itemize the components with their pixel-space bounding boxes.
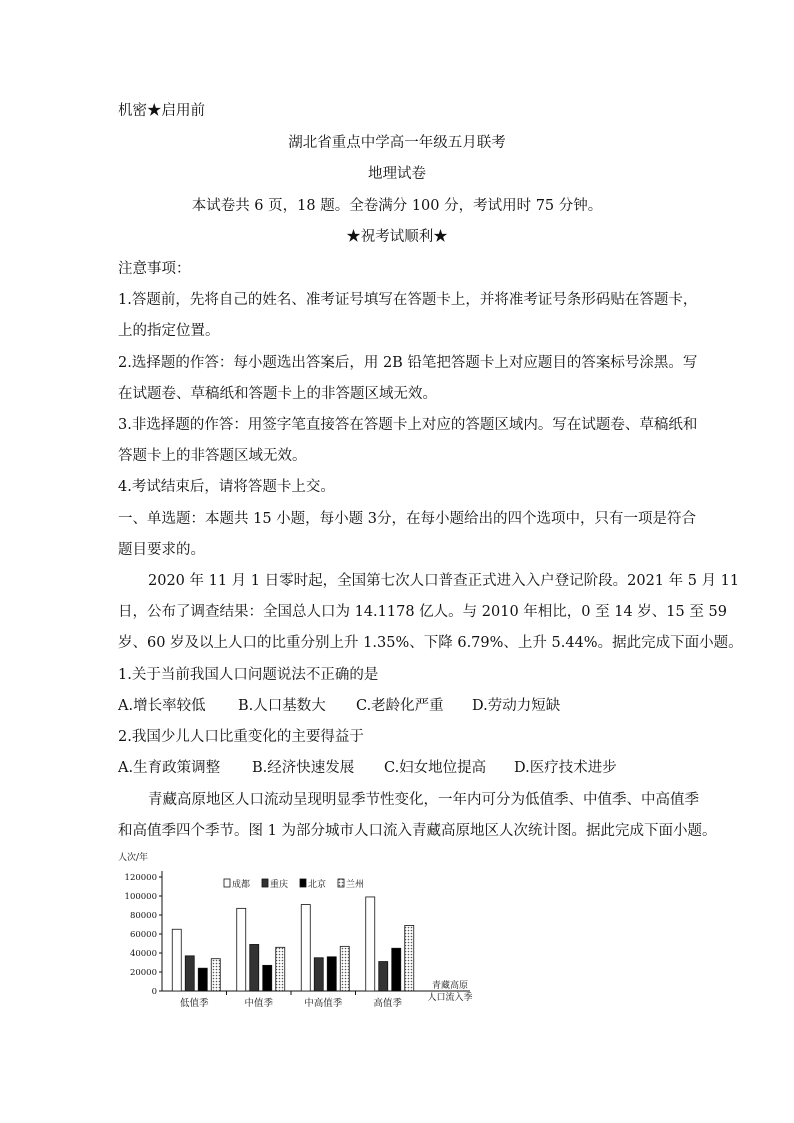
question-stem: 1.关于当前我国人口问题说法不正确的是 — [118, 667, 379, 683]
legend-label: 兰州 — [346, 880, 365, 890]
note-line: 3.非选择题的作答：用签字笔直接答在答题卡上对应的答题区域内。写在试题卷、草稿纸和 — [118, 417, 698, 433]
option-d: D.劳动力短缺 — [472, 698, 561, 714]
y-tick-label: 0 — [151, 987, 157, 997]
exam-title: 湖北省重点中学高一年级五月联考 — [288, 135, 506, 151]
option-d: D.医疗技术进步 — [514, 760, 617, 776]
option-c: C.妇女地位提高 — [384, 760, 487, 776]
bar-成都 — [301, 905, 310, 991]
bar-北京 — [198, 968, 207, 991]
y-axis-label: 人次/年 — [118, 853, 149, 863]
y-tick-label: 80000 — [129, 911, 157, 921]
x-category-label: 高值季 — [373, 998, 403, 1009]
bar-重庆 — [314, 958, 323, 991]
passage-line: 日，公布了调查结果：全国总人口为 14.1178 亿人。与 2010 年相比，0 至 14 岁、15 至 59 — [118, 604, 727, 620]
passage-line: 2020 年 11 月 1 日零时起，全国第七次人口普查正式进入入户登记阶段。2021 年 5 月 11 — [148, 573, 740, 589]
note-line: 1.答题前，先将自己的姓名、准考证号填写在答题卡上，并将准考证号条形码贴在答题卡， — [118, 292, 698, 308]
passage-line: 青藏高原地区人口流动呈现明显季节性变化，一年内可分为低值季、中值季、中高值季 — [148, 792, 699, 808]
bar-北京 — [392, 948, 401, 991]
good-luck-wish: ★祝考试顺利★ — [346, 229, 448, 245]
option-a: A.生育政策调整 — [118, 760, 221, 776]
legend-swatch-成都 — [224, 879, 230, 887]
population-inflow-bar-chart — [110, 845, 490, 1015]
bar-重庆 — [379, 962, 388, 991]
subject-title: 地理试卷 — [368, 166, 426, 182]
x-category-label: 中值季 — [244, 998, 274, 1009]
note-line: 4.考试结束后，请将答题卡上交。 — [118, 479, 335, 495]
exam-info: 本试卷共 6 页，18 题。全卷满分 100 分，考试用时 75 分钟。 — [191, 198, 603, 214]
notes-heading: 注意事项： — [118, 261, 191, 277]
section-heading-cont: 题目要求的。 — [118, 542, 205, 558]
y-tick-label: 40000 — [129, 949, 157, 959]
bar-兰州 — [211, 959, 220, 991]
option-b: B.人口基数大 — [238, 698, 326, 714]
note-line: 上的指定位置。 — [118, 323, 220, 339]
bar-兰州 — [276, 947, 285, 991]
bar-北京 — [263, 965, 272, 991]
legend-label: 重庆 — [270, 880, 289, 890]
passage-line: 和高值季四个季节。图 1 为部分城市人口流入青藏高原地区人次统计图。据此完成下面小题。 — [118, 823, 717, 839]
x-axis-label-line2: 人口流入季 — [427, 993, 473, 1003]
y-tick-label: 120000 — [124, 873, 157, 883]
section-heading: 一、单选题：本题共 15 小题，每小题 3分，在每小题给出的四个选项中，只有一项是符合 — [118, 511, 696, 527]
x-axis-label-line1: 青藏高原 — [431, 981, 469, 991]
option-a: A.增长率较低 — [118, 698, 206, 714]
option-b: B.经济快速发展 — [252, 760, 355, 776]
x-category-label: 中高值季 — [304, 998, 343, 1009]
x-category-label: 低值季 — [179, 998, 209, 1009]
legend-swatch-重庆 — [262, 879, 268, 887]
bar-成都 — [172, 929, 181, 991]
bar-成都 — [366, 897, 375, 991]
note-line: 在试题卷、草稿纸和答题卡上的非答题区域无效。 — [118, 386, 437, 402]
question-stem: 2.我国少儿人口比重变化的主要得益于 — [118, 729, 364, 745]
y-tick-label: 20000 — [129, 968, 157, 978]
y-tick-label: 100000 — [124, 892, 157, 902]
bar-成都 — [237, 908, 246, 991]
note-line: 2.选择题的作答：每小题选出答案后，用 2B 铅笔把答题卡上对应题目的答案标号涂黑。写 — [118, 355, 698, 371]
y-tick-label: 60000 — [129, 930, 157, 940]
legend-label: 成都 — [232, 880, 251, 890]
bar-兰州 — [340, 946, 349, 991]
legend-swatch-兰州 — [338, 879, 344, 887]
bar-兰州 — [405, 925, 414, 991]
option-c: C.老龄化严重 — [356, 698, 444, 714]
passage-line: 岁、60 岁及以上人口的比重分别上升 1.35%、下降 6.79%、上升 5.44%。据此完成下面小题。 — [118, 635, 743, 651]
secret-mark: 机密★启用前 — [118, 103, 205, 119]
bar-北京 — [327, 957, 336, 991]
bar-重庆 — [250, 944, 259, 991]
legend-label: 北京 — [308, 880, 327, 890]
legend-swatch-北京 — [300, 879, 306, 887]
bar-重庆 — [185, 956, 194, 991]
note-line: 答题卡上的非答题区域无效。 — [118, 448, 307, 464]
